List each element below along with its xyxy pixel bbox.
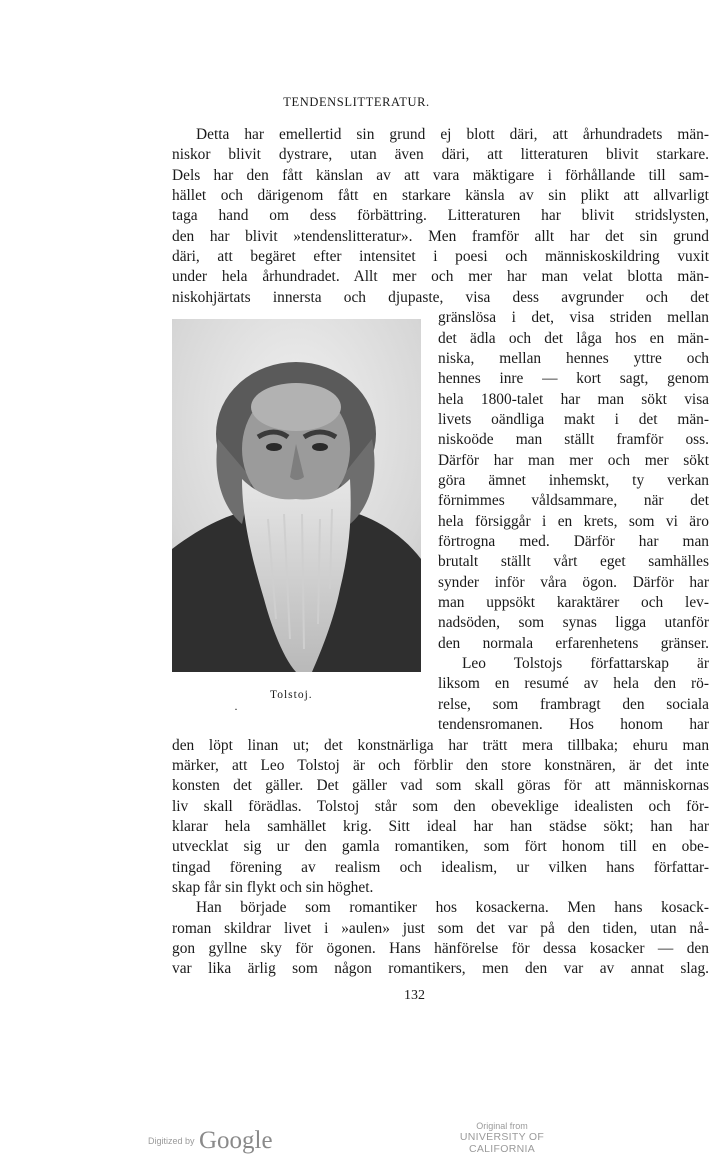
text-line: relse, som frambragt den sociala bbox=[438, 695, 710, 713]
university-label: UNIVERSITY OF CALIFORNIA bbox=[459, 1131, 545, 1155]
text-line: liksom en resumé av hela den rö- bbox=[438, 675, 710, 693]
text-line: utvecklat sig ur den gamla romantiken, som fört honom till en obe- bbox=[172, 838, 709, 856]
text-line: liv skall förädlas. Tolstoj står som den obeveklige idealisten och för- bbox=[172, 797, 709, 815]
text-line: niska, mellan hennes yttre och bbox=[438, 349, 709, 367]
portrait-photo bbox=[172, 319, 421, 672]
tolstoy-portrait-image bbox=[172, 319, 421, 672]
text-line: gon gyllne sky för ögonen. Hans hänförelse för dessa kosacker — den bbox=[172, 940, 709, 957]
text-line: den har blivit »tendenslitteratur». Men framför allt har det sin grund bbox=[172, 227, 709, 245]
text-line: nadsöden, som synas ligga utanför bbox=[438, 614, 710, 632]
digitized-by-watermark bbox=[148, 1127, 273, 1155]
text-line: Detta har emellertid sin grund ej blott däri, att århundradets män- bbox=[196, 126, 710, 143]
stray-mark: · bbox=[234, 702, 238, 716]
text-line: skap får sin flykt och sin höghet. bbox=[172, 878, 374, 896]
original-from-watermark bbox=[428, 1121, 576, 1155]
text-line: hela 1800-talet har man sökt visa bbox=[438, 390, 710, 408]
text-line: göra ämnet inhemskt, ty verkan bbox=[438, 471, 709, 489]
text-line: klarar hela samhället krig. Sitt ideal har han städse sökt; han har bbox=[172, 817, 710, 835]
text-line: förtrogna med. Därför har man bbox=[438, 533, 710, 550]
text-line: det ädla och det låga hos en män- bbox=[438, 329, 710, 347]
text-line: Leo Tolstojs författarskap är bbox=[462, 655, 709, 673]
text-line: den normala erfarenhetens gränser. bbox=[438, 634, 709, 652]
text-line: brutalt ställt vårt eget samhälles bbox=[438, 553, 709, 571]
text-line: livets oändliga makt i det män- bbox=[438, 410, 710, 428]
text-line: konsten det gäller. Det gäller vad som skall göras för att människornas bbox=[172, 777, 710, 795]
text-line: var lika ärlig som någon romantikers, men den var av annat slag. bbox=[172, 960, 710, 978]
google-logo: Google bbox=[198, 1127, 273, 1154]
text-line: niskohjärtats innersta och djupaste, visa dess avgrunder och det bbox=[172, 288, 710, 306]
text-line: hället och därigenom fått en starkare känsla av sin plikt att allvarligt bbox=[172, 187, 709, 205]
text-line: niskoöde man ställt framför oss. bbox=[438, 431, 709, 449]
text-line: förnimmes våldsammare, när det bbox=[438, 492, 710, 510]
text-line: tingad förening av realism och idealism, ur vilken hans författar- bbox=[172, 858, 709, 876]
text-line: märker, att Leo Tolstoj är och förblir den store konstnären, är det inte bbox=[172, 756, 709, 774]
text-line: man uppsökt karaktärer och lev- bbox=[438, 594, 709, 612]
page-number: 132 bbox=[404, 988, 425, 1003]
text-line: under hela århundradet. Allt mer och mer har man velat blotta män- bbox=[172, 268, 710, 286]
text-line: den löpt linan ut; det konstnärliga har trätt mera tillbaka; ehuru man bbox=[172, 736, 710, 754]
running-header: TENDENSLITTERATUR. bbox=[283, 95, 430, 109]
text-line: synder inför våra ögon. Därför har bbox=[438, 573, 710, 591]
text-line: Dels har den fått känslan av att vara mäktigare i förhållande till sam- bbox=[172, 166, 709, 184]
text-line: hennes inre — kort sagt, genom bbox=[438, 370, 710, 388]
text-line: Därför har man mer och mer sökt bbox=[438, 451, 709, 469]
text-line: gränslösa i det, visa striden mellan bbox=[438, 309, 710, 327]
text-line: roman skildrar livet i »aulen» just som det var på den tiden, utan nå- bbox=[172, 919, 710, 937]
original-from-label: Original from bbox=[476, 1121, 528, 1131]
text-line: taga hand om dess förbättring. Litteraturen har blivit stridslysten, bbox=[172, 207, 709, 225]
photo-caption: Tolstoj. bbox=[270, 689, 313, 701]
text-line: Han började som romantiker hos kosackerna. Men hans kosack- bbox=[196, 899, 709, 917]
text-line: hela försiggår i en krets, som vi äro bbox=[438, 512, 709, 530]
text-line: däri, att begäret efter intensitet i poesi och människoskildring vuxit bbox=[172, 248, 709, 266]
text-line: niskor blivit dystrare, utan även däri, att litteraturen blivit starkare. bbox=[172, 146, 710, 164]
text-line: tendensromanen. Hos honom har bbox=[438, 716, 710, 734]
digitized-by-label: Digitized by bbox=[148, 1136, 195, 1146]
